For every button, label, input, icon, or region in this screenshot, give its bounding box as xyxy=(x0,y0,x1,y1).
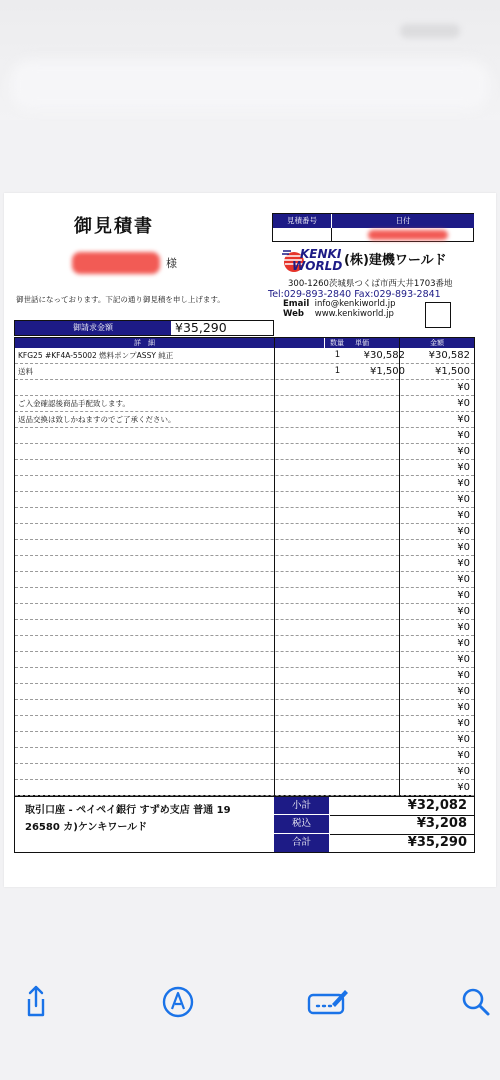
table-row xyxy=(15,716,474,732)
row-amount: ¥0 xyxy=(457,510,470,521)
share-button[interactable] xyxy=(16,982,56,1022)
row-amount: ¥0 xyxy=(457,702,470,713)
row-amount: ¥0 xyxy=(457,750,470,761)
table-row xyxy=(15,636,474,652)
row-unit-price xyxy=(325,588,405,603)
table-row xyxy=(15,460,474,476)
date-redaction xyxy=(368,230,448,240)
row-amount: ¥30,582 xyxy=(428,350,470,361)
row-unit-price: ¥1,500 xyxy=(370,366,405,377)
row-unit-price xyxy=(325,620,405,635)
line-items-table xyxy=(14,337,475,796)
table-row xyxy=(15,396,474,412)
row-amount: ¥0 xyxy=(457,574,470,585)
row-unit-price xyxy=(325,508,405,523)
tax-label: 税込 xyxy=(274,815,329,833)
row-unit-price xyxy=(325,572,405,587)
bank-account-line-1: 取引口座 - ペイペイ銀行 すずめ支店 普通 19 xyxy=(25,805,231,816)
row-unit-price xyxy=(325,652,405,667)
table-row xyxy=(15,508,474,524)
row-unit-price xyxy=(325,604,405,619)
row-amount: ¥0 xyxy=(457,494,470,505)
column-header-quantity: 数量 xyxy=(275,338,399,348)
column-header-amount: 金額 xyxy=(400,338,474,348)
markup-button[interactable] xyxy=(158,982,198,1022)
web-label: Web xyxy=(283,309,304,319)
row-unit-price xyxy=(325,636,405,651)
table-row xyxy=(15,700,474,716)
row-unit-price xyxy=(325,668,405,683)
table-row xyxy=(15,572,474,588)
company-tel-fax: Tel:029-893-2840 Fax:029-893-2841 xyxy=(268,289,441,300)
bottom-toolbar xyxy=(0,960,500,1080)
stamp-box xyxy=(425,302,451,328)
subtotal-value: ¥32,082 xyxy=(407,798,467,813)
status-indicators-blurred xyxy=(400,24,460,38)
share-icon xyxy=(16,982,56,1022)
table-row xyxy=(15,620,474,636)
row-amount: ¥0 xyxy=(457,430,470,441)
total-value: ¥35,290 xyxy=(407,835,467,850)
row-description: 送料 xyxy=(18,367,33,376)
row-amount: ¥0 xyxy=(457,766,470,777)
row-unit-price xyxy=(325,780,405,795)
row-description: KFG25 #KF4A-55002 燃料ポンプASSY 純正 xyxy=(18,351,174,360)
company-web xyxy=(283,309,394,319)
row-amount: ¥0 xyxy=(457,542,470,553)
web-value: www.kenkiworld.jp xyxy=(314,309,394,319)
table-row xyxy=(15,668,474,684)
header-gap xyxy=(324,338,325,348)
signature-button[interactable] xyxy=(306,982,346,1022)
row-amount: ¥0 xyxy=(457,446,470,457)
row-unit-price xyxy=(325,700,405,715)
total-label: 合計 xyxy=(274,834,329,852)
table-row xyxy=(15,748,474,764)
row-quantity: 1 xyxy=(334,366,341,376)
totals-section xyxy=(14,796,475,853)
row-unit-price xyxy=(325,412,405,427)
column-header-description: 詳 細 xyxy=(15,338,274,348)
email-label: Email xyxy=(283,299,310,309)
row-unit-price xyxy=(325,396,405,411)
row-amount: ¥0 xyxy=(457,782,470,793)
row-unit-price xyxy=(325,732,405,747)
row-unit-price xyxy=(325,764,405,779)
row-unit-price xyxy=(325,748,405,763)
billing-amount-box xyxy=(14,320,274,336)
header-divider xyxy=(331,228,332,242)
row-amount: ¥1,500 xyxy=(435,366,470,377)
search-button[interactable] xyxy=(456,982,496,1022)
row-unit-price xyxy=(325,684,405,699)
table-row xyxy=(15,476,474,492)
table-row xyxy=(15,492,474,508)
greeting-text: 御世話になっております。下記の通り御見積を申し上げます。 xyxy=(16,295,225,304)
table-row xyxy=(15,764,474,780)
logo-line-2: WORLD xyxy=(292,259,343,273)
table-row xyxy=(15,348,474,364)
customer-honorific: 様 xyxy=(166,257,177,270)
billing-amount-label: 御請求金額 xyxy=(15,321,171,335)
row-amount: ¥0 xyxy=(457,478,470,489)
tax-value: ¥3,208 xyxy=(416,816,467,831)
row-amount: ¥0 xyxy=(457,606,470,617)
document-title: 御見積書 xyxy=(74,216,154,237)
row-unit-price xyxy=(325,556,405,571)
table-row xyxy=(15,444,474,460)
table-row xyxy=(15,428,474,444)
table-row xyxy=(15,588,474,604)
customer-name-redaction xyxy=(72,252,160,274)
row-unit-price xyxy=(325,716,405,731)
row-unit-price: ¥30,582 xyxy=(363,350,405,361)
blurred-navigation-bar xyxy=(10,60,490,110)
table-row xyxy=(15,364,474,380)
table-row xyxy=(15,684,474,700)
row-amount: ¥0 xyxy=(457,462,470,473)
search-icon xyxy=(456,982,496,1022)
bank-account-line-2: 26580 カ)ケンキワールド xyxy=(25,822,148,833)
table-row xyxy=(15,380,474,396)
table-row xyxy=(15,524,474,540)
table-row xyxy=(15,540,474,556)
table-row xyxy=(15,780,474,796)
table-row xyxy=(15,652,474,668)
row-amount: ¥0 xyxy=(457,558,470,569)
row-unit-price xyxy=(325,444,405,459)
row-amount: ¥0 xyxy=(457,670,470,681)
company-email xyxy=(283,299,395,309)
row-amount: ¥0 xyxy=(457,734,470,745)
row-amount: ¥0 xyxy=(457,638,470,649)
table-row xyxy=(15,556,474,572)
company-name: (株)建機ワールド xyxy=(344,253,447,268)
markup-icon xyxy=(158,982,198,1022)
row-amount: ¥0 xyxy=(457,654,470,665)
row-amount: ¥0 xyxy=(457,526,470,537)
row-amount: ¥0 xyxy=(457,382,470,393)
estimate-number-label: 見積番号 xyxy=(273,214,331,228)
table-row xyxy=(15,604,474,620)
row-amount: ¥0 xyxy=(457,414,470,425)
logo-line-1: KENKI xyxy=(300,247,342,261)
column-header-unit-price: 単価 xyxy=(355,339,369,347)
row-description: 返品交換は致しかねますのでご了承ください。 xyxy=(18,415,176,424)
row-amount: ¥0 xyxy=(457,718,470,729)
row-unit-price xyxy=(325,428,405,443)
row-unit-price xyxy=(325,460,405,475)
row-unit-price xyxy=(325,380,405,395)
status-bar xyxy=(0,0,500,120)
row-unit-price xyxy=(325,524,405,539)
row-amount: ¥0 xyxy=(457,622,470,633)
row-amount: ¥0 xyxy=(457,590,470,601)
table-row xyxy=(15,412,474,428)
row-description: ご入金確認後商品手配致します。 xyxy=(18,399,130,408)
table-row xyxy=(15,732,474,748)
row-unit-price xyxy=(325,540,405,555)
company-address: 300-1260茨城県つくば市西大井1703番地 xyxy=(288,279,453,289)
billing-amount-value: ¥35,290 xyxy=(175,320,227,335)
date-label: 日付 xyxy=(331,214,474,228)
row-amount: ¥0 xyxy=(457,686,470,697)
email-value: info@kenkiworld.jp xyxy=(314,299,396,309)
row-unit-price xyxy=(325,492,405,507)
row-unit-price xyxy=(325,476,405,491)
row-quantity: 1 xyxy=(334,350,341,360)
row-amount: ¥0 xyxy=(457,398,470,409)
subtotal-label: 小計 xyxy=(274,797,329,814)
signature-icon xyxy=(306,982,350,1022)
